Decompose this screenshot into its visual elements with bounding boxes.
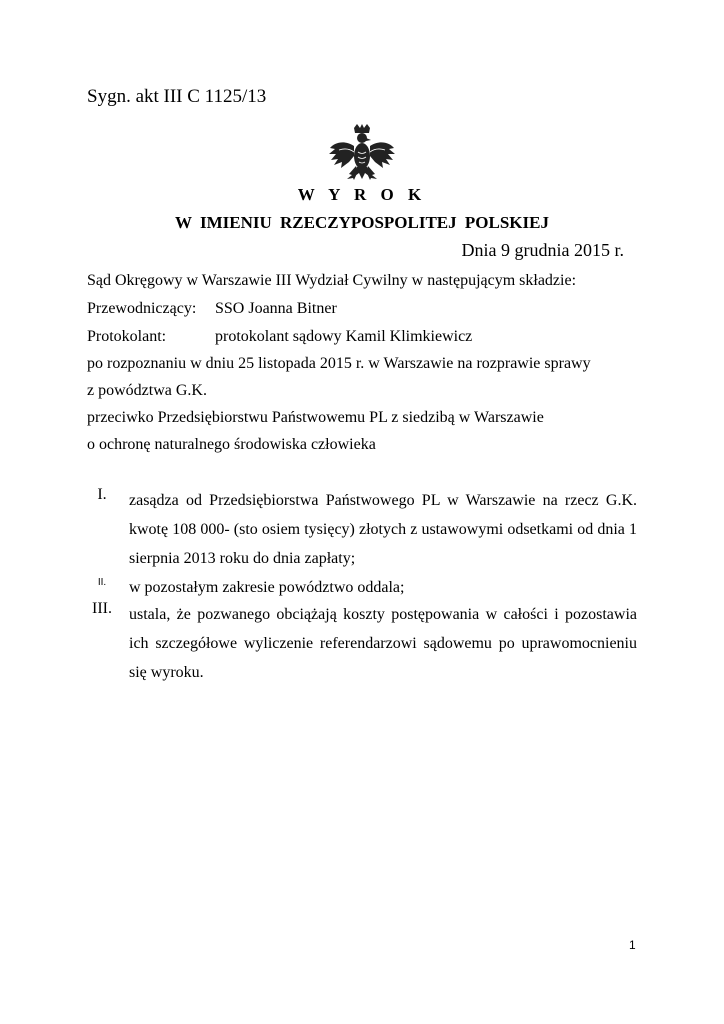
presiding-value: SSO Joanna Bitner [215,300,337,317]
document-title: W Y R O K [297,185,427,204]
verdict-item-number: I. [97,486,107,503]
case-signature: Sygn. akt III C 1125/13 [87,86,267,107]
presiding-label: Przewodniczący: [87,300,197,317]
verdict-item [87,600,637,687]
page-number: 1 [629,938,636,952]
verdict-item-number: II. [97,577,107,588]
court-line: Sąd Okręgowy w Warszawie III Wydział Cywilny w następującym składzie: [87,272,577,289]
clerk-label: Protokolant: [87,328,167,345]
verdict-item-text: ustala, że pozwanego obciążają koszty postępowania w całości i pozostawia ich szczegółowe wyliczenie referendarzowi sądowemu po uprawomocnieniu się wyroku. [129,606,637,681]
verdict-item-text: zasądza od Przedsiębiorstwa Państwowego PL w Warszawie na rzecz G.K. kwotę 108 000- (sto osiem tysięcy) złotych z ustawowymi odsetkami od dnia 1 sierpnia 2013 roku do dnia zapłaty; [129,492,637,567]
plaintiff-line: z powództwa G.K. [87,382,207,399]
verdict-item [87,486,637,573]
document-subtitle: W IMIENIU RZECZYPOSPOLITEJ POLSKIEJ [175,213,549,232]
subject-line: o ochronę naturalnego środowiska człowieka [87,436,376,453]
document-date: Dnia 9 grudnia 2015 r. [461,240,624,260]
clerk-value: protokolant sądowy Kamil Klimkiewicz [215,328,473,345]
clerk-line [87,328,472,346]
hearing-line: po rozpoznaniu w dniu 25 listopada 2015 r. w Warszawie na rozprawie sprawy [87,355,591,372]
polish-eagle-emblem-icon [327,124,397,186]
defendant-line: przeciwko Przedsiębiorstwu Państwowemu PL z siedzibą w Warszawie [87,409,544,426]
verdict-item-number: III. [92,600,112,617]
presiding-line [87,300,337,318]
verdict-item [87,573,637,602]
verdict-item-text: w pozostałym zakresie powództwo oddala; [129,579,405,596]
